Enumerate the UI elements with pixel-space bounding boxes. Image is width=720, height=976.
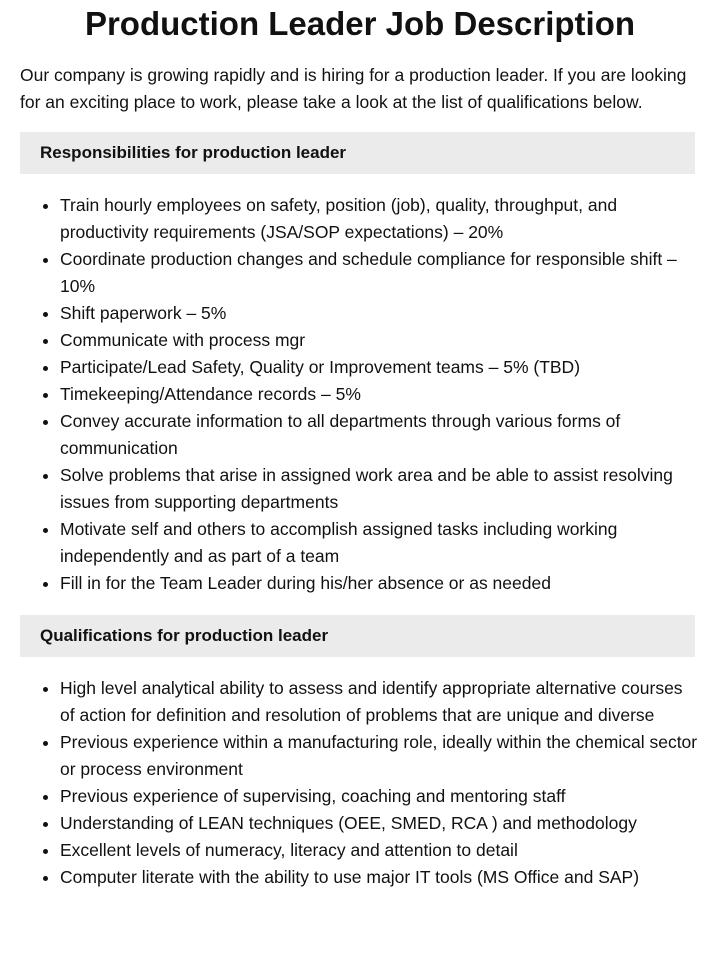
list-item: • Solve problems that arise in assigned work area and be able to assist resolving issues from supporting departments [60, 462, 700, 516]
list-item: • Communicate with process mgr [60, 327, 700, 354]
list-item: • Previous experience within a manufacturing role, ideally within the chemical sector or process environment [60, 729, 700, 783]
list-item: • Shift paperwork – 5% [60, 300, 700, 327]
list-item: • Train hourly employees on safety, position (job), quality, throughput, and productivity requirements (JSA/SOP expectations) – 20% [60, 192, 700, 246]
list-item: • Convey accurate information to all departments through various forms of communication [60, 408, 700, 462]
list-item: • Coordinate production changes and schedule compliance for responsible shift – 10% [60, 246, 700, 300]
qualifications-list [20, 675, 700, 891]
responsibilities-list [20, 192, 700, 597]
qualifications-heading: Qualifications for production leader [20, 615, 695, 657]
responsibilities-heading: Responsibilities for production leader [20, 132, 695, 174]
page-title: Production Leader Job Description [84, 5, 636, 42]
list-item: • Computer literate with the ability to use major IT tools (MS Office and SAP) [60, 864, 700, 891]
intro-text: Our company is growing rapidly and is hiring for a production leader. If you are looking for an exciting place to work, please take a look at the list of qualifications below. [20, 65, 687, 112]
list-item: • Previous experience of supervising, coaching and mentoring staff [60, 783, 700, 810]
list-item: • Fill in for the Team Leader during his/her absence or as needed [60, 570, 700, 597]
list-item: • High level analytical ability to assess and identify appropriate alternative courses of action for definition and resolution of problems that are unique and diverse [60, 675, 700, 729]
list-item: • Motivate self and others to accomplish assigned tasks including working independently and as part of a team [60, 516, 700, 570]
list-item: • Excellent levels of numeracy, literacy and attention to detail [60, 837, 700, 864]
list-item: • Timekeeping/Attendance records – 5% [60, 381, 700, 408]
list-item: • Understanding of LEAN techniques (OEE, SMED, RCA ) and methodology [60, 810, 700, 837]
list-item: • Participate/Lead Safety, Quality or Improvement teams – 5% (TBD) [60, 354, 700, 381]
